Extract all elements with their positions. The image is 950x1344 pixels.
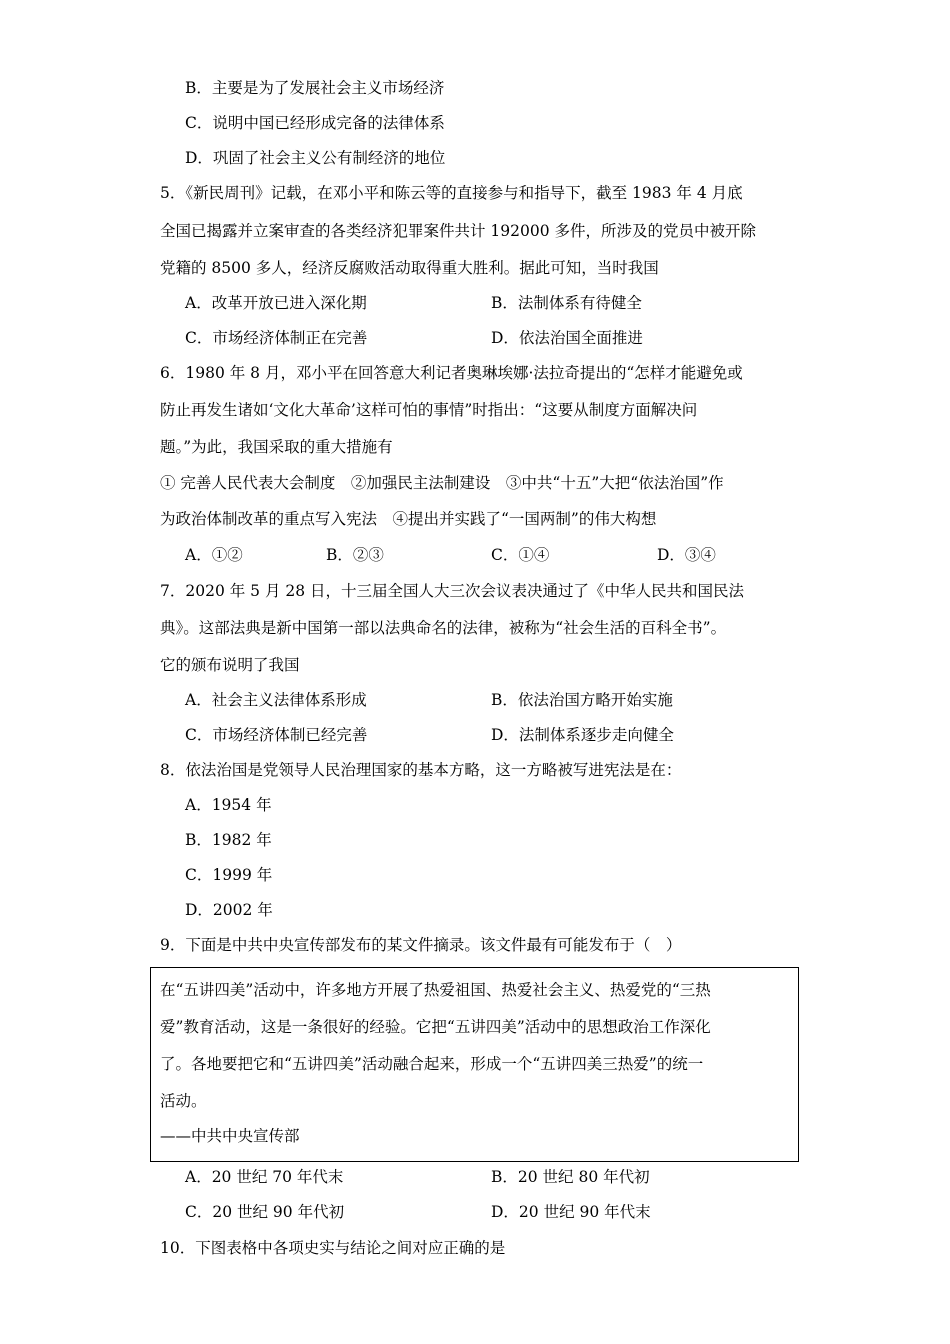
q9-excerpt-line-2: 爱”教育活动，这是一条很好的经验。它把“五讲四美”活动中的思想政治工作深化 [160,1018,711,1036]
q6-stem-line-4: ① 完善人民代表大会制度 ②加强民主法制建设 ③中共“十五”大把“依法治国”作 [160,474,724,492]
q6-option-c: C．①④ [491,546,550,564]
q8-option-b: B．1982 年 [185,831,272,849]
q4-option-b: B．主要是为了发展社会主义市场经济 [185,79,445,97]
q7-stem-line-2: 典》。这部法典是新中国第一部以法典命名的法律，被称为“社会生活的百科全书”。 [160,619,727,637]
q6-stem-line-5: 为政治体制改革的重点写入宪法 ④提出并实践了“一国两制”的伟大构想 [160,510,657,528]
q9-excerpt-line-3: 了。各地要把它和“五讲四美”活动融合起来，形成一个“五讲四美三热爱”的统一 [160,1055,704,1073]
q9-excerpt-source: ——中共中央宣传部 [160,1127,300,1145]
q5-option-c: C．市场经济体制正在完善 [185,329,368,347]
q4-option-c: C．说明中国已经形成完备的法律体系 [185,114,445,132]
q9-excerpt-line-4: 活动。 [160,1092,207,1110]
q6-stem-line-2: 防止再发生诸如‘文化大革命’这样可怕的事情”时指出：“这要从制度方面解决问 [160,401,698,419]
q9-excerpt-line-1: 在“五讲四美”活动中，许多地方开展了热爱祖国、热爱社会主义、热爱党的“三热 [160,981,711,999]
q8-option-c: C．1999 年 [185,866,273,884]
q8-option-d: D．2002 年 [185,901,273,919]
q6-stem-line-3: 题。”为此，我国采取的重大措施有 [160,438,393,456]
q5-stem-line-1: 5．《新民周刊》记载，在邓小平和陈云等的直接参与和指导下，截至 1983 年 4 月底 [160,184,743,202]
q7-option-d: D．法制体系逐步走向健全 [491,726,674,744]
q7-option-a: A．社会主义法律体系形成 [185,691,367,709]
q9-option-a: A．20 世纪 70 年代末 [185,1168,344,1186]
q7-stem-line-1: 7．2020 年 5 月 28 日，十三届全国人大三次会议表决通过了《中华人民共和国民法 [160,582,745,600]
q8-option-a: A．1954 年 [185,796,272,814]
q7-option-b: B．依法治国方略开始实施 [491,691,673,709]
q6-option-b: B．②③ [326,546,384,564]
q6-option-d: D．③④ [657,546,716,564]
q7-stem-line-3: 它的颁布说明了我国 [160,656,300,674]
q5-stem-line-3: 党籍的 8500 多人，经济反腐败活动取得重大胜利。据此可知，当时我国 [160,259,659,277]
q5-stem-line-2: 全国已揭露并立案审查的各类经济犯罪案件共计 192000 多件，所涉及的党员中被开除 [160,222,757,240]
q6-option-a: A．①② [185,546,243,564]
q8-stem: 8．依法治国是党领导人民治理国家的基本方略，这一方略被写进宪法是在： [160,761,682,779]
q5-option-d: D．依法治国全面推进 [491,329,643,347]
q7-option-c: C．市场经济体制已经完善 [185,726,368,744]
q9-option-b: B．20 世纪 80 年代初 [491,1168,650,1186]
q5-option-a: A．改革开放已进入深化期 [185,294,367,312]
q6-stem-line-1: 6．1980 年 8 月，邓小平在回答意大利记者奥琳埃娜·法拉奇提出的“怎样才能避免或 [160,364,743,382]
q9-stem: 9．下面是中共中央宣传部发布的某文件摘录。该文件最有可能发布于（ ） [160,936,682,954]
q9-option-c: C．20 世纪 90 年代初 [185,1203,345,1221]
q4-option-d: D．巩固了社会主义公有制经济的地位 [185,149,446,167]
q10-stem: 10．下图表格中各项史实与结论之间对应正确的是 [160,1239,506,1257]
q9-option-d: D．20 世纪 90 年代末 [491,1203,651,1221]
q5-option-b: B．法制体系有待健全 [491,294,642,312]
